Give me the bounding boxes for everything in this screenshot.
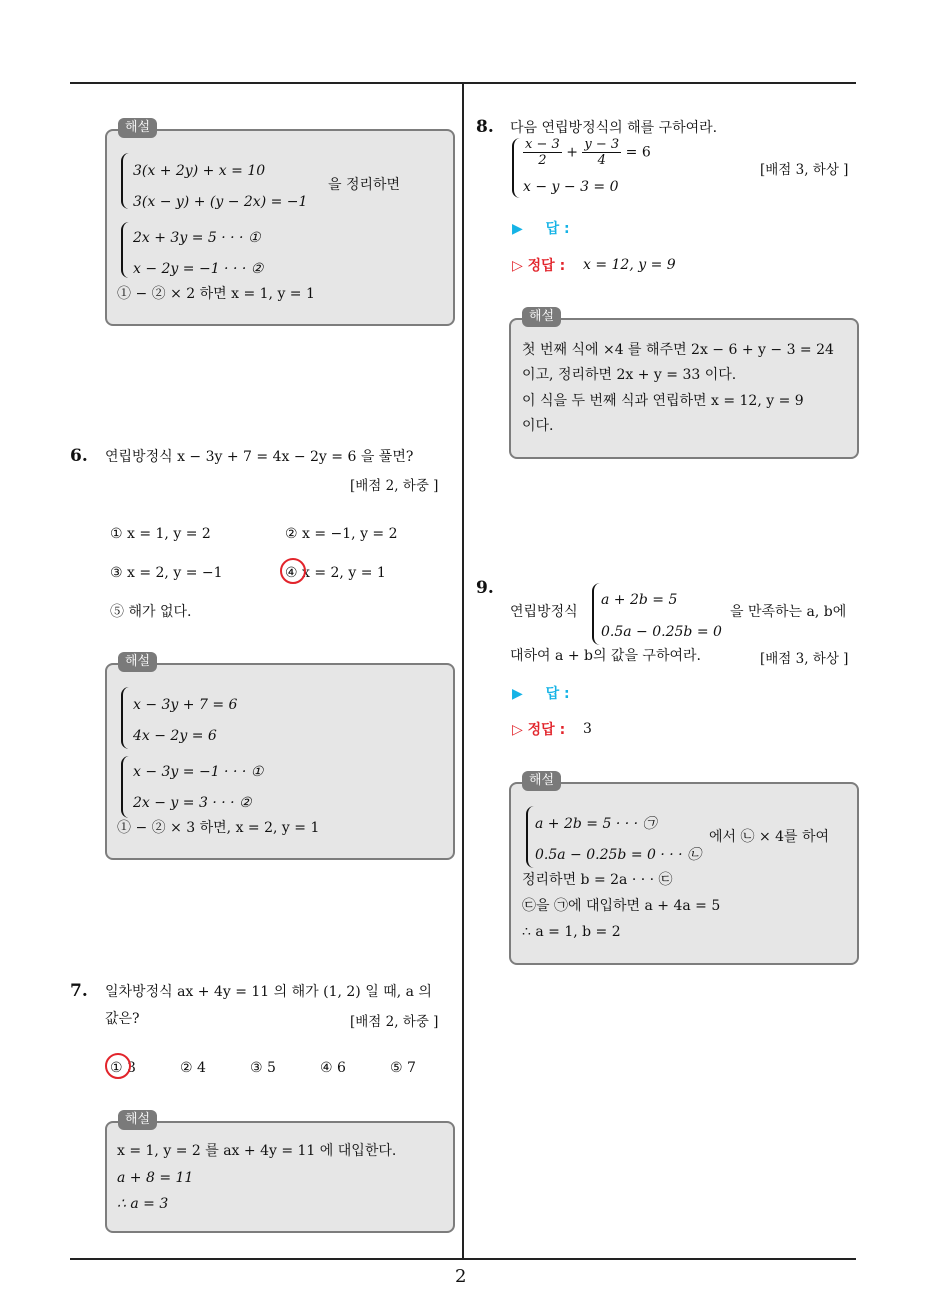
solution-tag: 해설 <box>522 771 561 791</box>
note-text: 을 정리하면 <box>328 177 401 193</box>
choice-1[interactable]: ① x = 1, y = 2 <box>110 526 211 542</box>
result-text: ① − ② × 2 하면 x = 1, y = 1 <box>117 286 315 302</box>
play-arrow-icon: ▶ <box>512 686 523 702</box>
note-text: 에서 ㉡ × 4를 하여 <box>709 829 830 845</box>
bottom-rule <box>70 1258 856 1260</box>
correct-row <box>512 255 565 275</box>
outline-arrow-icon: ▷ <box>512 258 523 274</box>
equation: x − y − 3 = 0 <box>523 179 619 195</box>
play-arrow-icon: ▶ <box>512 221 523 237</box>
outline-arrow-icon: ▷ <box>512 722 523 738</box>
solution-line: 정리하면 b = 2a · · · ㉢ <box>522 872 673 888</box>
question-text: 값은? <box>105 1011 140 1027</box>
question-number: 8. <box>476 117 494 137</box>
question-text: 을 만족하는 a, b에 <box>730 604 847 620</box>
brace <box>121 687 129 749</box>
solution-line: 이다. <box>522 418 554 434</box>
correct-label: 정답 : <box>527 258 566 274</box>
answer-row <box>512 683 570 703</box>
brace <box>526 806 534 868</box>
brace <box>512 138 520 198</box>
equation: a + 2b = 5 · · · ㉠ <box>535 816 657 832</box>
correct-label: 정답 : <box>527 722 566 738</box>
choice-5[interactable]: ⑤ 해가 없다. <box>110 604 192 620</box>
solution-line: 이고, 정리하면 2x + y = 33 이다. <box>522 367 737 383</box>
question-meta: [배점 2, 하중 ] <box>350 478 439 494</box>
solution-line: ∴ a = 1, b = 2 <box>522 924 621 940</box>
page-number: 2 <box>455 1266 467 1287</box>
correct-row <box>512 719 565 739</box>
choice-4[interactable]: ④ x = 2, y = 1 <box>285 565 386 581</box>
q8-solution-box <box>509 318 859 459</box>
solution-tag: 해설 <box>118 652 157 672</box>
solution-line: x = 1, y = 2 를 ax + 4y = 11 에 대입한다. <box>117 1143 397 1159</box>
equation: 2x + 3y = 5 · · · ① <box>133 230 261 246</box>
answer-label: 답 : <box>545 221 570 237</box>
choice-2[interactable]: ② x = −1, y = 2 <box>285 526 398 542</box>
choice-4[interactable]: ④ 6 <box>320 1060 346 1076</box>
solution-tag: 해설 <box>522 307 561 327</box>
choice-5[interactable]: ⑤ 7 <box>390 1060 416 1076</box>
question-number: 9. <box>476 578 494 598</box>
fraction-equation: $\frac{x - 3}{2}$ + $\frac{y - 3}{4}$ = 6 <box>525 137 651 168</box>
choice-3[interactable]: ③ x = 2, y = −1 <box>110 565 223 581</box>
question-text: 다음 연립방정식의 해를 구하여라. <box>510 120 718 136</box>
solution-line: 첫 번째 식에 ×4 를 해주면 2x − 6 + y − 3 = 24 <box>522 342 834 358</box>
correct-answer: x = 12, y = 9 <box>583 257 676 273</box>
equation: 0.5a − 0.25b = 0 <box>601 624 722 640</box>
correct-answer: 3 <box>583 721 592 737</box>
question-number: 6. <box>70 446 88 466</box>
brace <box>121 153 129 209</box>
equation: 4x − 2y = 6 <box>133 728 217 744</box>
result-text: ① − ② × 3 하면, x = 2, y = 1 <box>117 820 320 836</box>
brace <box>592 583 600 645</box>
solution-tag: 해설 <box>118 1110 157 1130</box>
question-meta: [배점 3, 하상 ] <box>760 651 849 667</box>
question-text: 일차방정식 ax + 4y = 11 의 해가 (1, 2) 일 때, a 의 <box>105 984 432 1000</box>
choice-3[interactable]: ③ 5 <box>250 1060 276 1076</box>
question-text: 대하여 a + b의 값을 구하여라. <box>510 648 701 664</box>
answer-row <box>512 218 570 238</box>
question-text: 연립방정식 x − 3y + 7 = 4x − 2y = 6 을 풀면? <box>105 449 414 465</box>
fraction: $\frac{y - 3}{4}$ <box>584 137 620 168</box>
equation: 2x − y = 3 · · · ② <box>133 795 252 811</box>
solution-line: 이 식을 두 번째 식과 연립하면 x = 12, y = 9 <box>522 393 804 409</box>
brace <box>121 756 129 818</box>
choice-2[interactable]: ② 4 <box>180 1060 206 1076</box>
equation: 3(x + 2y) + x = 10 <box>133 163 266 179</box>
solution-line: ㉢을 ㉠에 대입하면 a + 4a = 5 <box>522 898 721 914</box>
column-divider <box>462 83 464 1259</box>
choice-1[interactable]: ① 3 <box>110 1060 136 1076</box>
solution-line: ∴ a = 3 <box>117 1196 169 1212</box>
solution-tag: 해설 <box>118 118 157 138</box>
fraction: $\frac{x - 3}{2}$ <box>525 137 560 168</box>
equation: x − 3y = −1 · · · ① <box>133 764 264 780</box>
equation: 3(x − y) + (y − 2x) = −1 <box>133 194 308 210</box>
solution-line: a + 8 = 11 <box>117 1170 194 1186</box>
question-text: 연립방정식 <box>510 604 578 620</box>
question-meta: [배점 2, 하중 ] <box>350 1014 439 1030</box>
answer-mark-circle <box>280 558 306 584</box>
answer-label: 답 : <box>545 686 570 702</box>
question-number: 7. <box>70 981 88 1001</box>
equation: x − 3y + 7 = 6 <box>133 697 238 713</box>
equation: x − 2y = −1 · · · ② <box>133 261 264 277</box>
question-meta: [배점 3, 하상 ] <box>760 162 849 178</box>
answer-mark-circle <box>105 1053 131 1079</box>
equation: 0.5a − 0.25b = 0 · · · ㉡ <box>535 847 702 863</box>
brace <box>121 222 129 278</box>
equation: a + 2b = 5 <box>601 592 678 608</box>
